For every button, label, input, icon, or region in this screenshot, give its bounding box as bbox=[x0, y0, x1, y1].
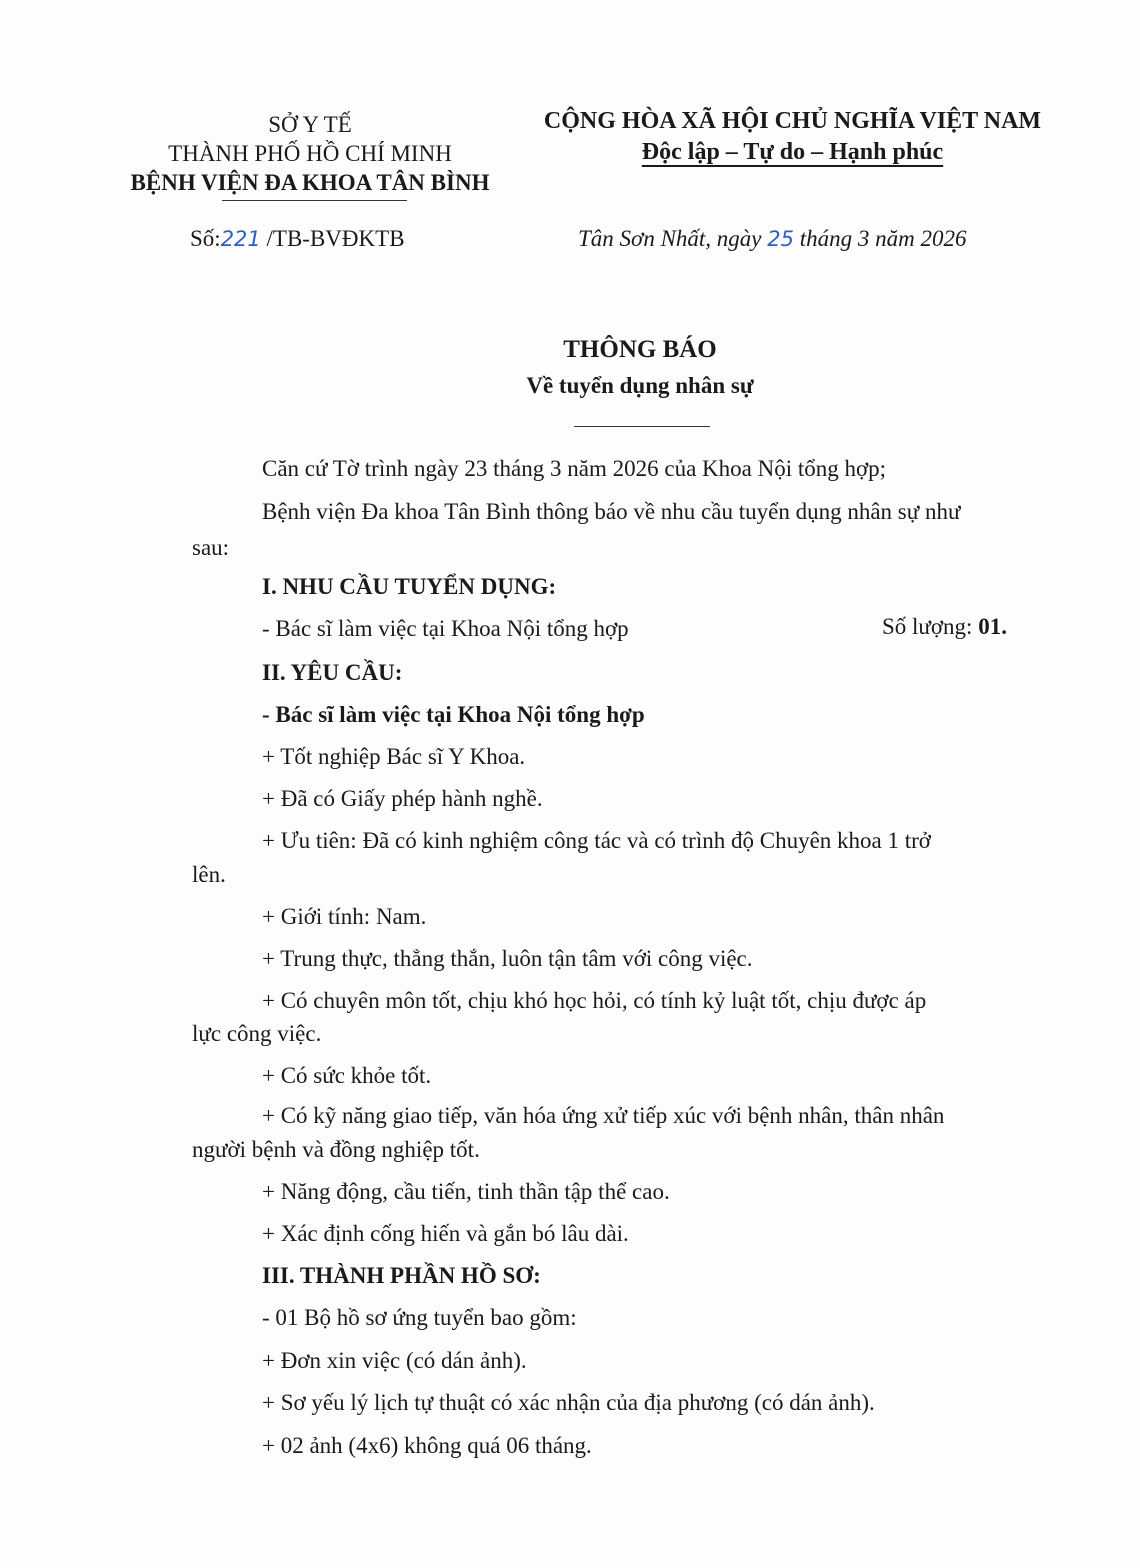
requirement-item-cont: người bệnh và đồng nghiệp tốt. bbox=[192, 1137, 480, 1162]
intro-paragraph-1: Căn cứ Tờ trình ngày 23 tháng 3 năm 2026 của Khoa Nội tổng hợp; bbox=[262, 456, 887, 481]
requirement-item: + Tốt nghiệp Bác sĩ Y Khoa. bbox=[262, 744, 526, 769]
requirement-item-cont: lên. bbox=[192, 862, 226, 887]
document-title: THÔNG BÁO bbox=[563, 336, 717, 363]
requirement-item: + Đã có Giấy phép hành nghề. bbox=[262, 786, 543, 811]
section-1-heading: I. NHU CẦU TUYỂN DỤNG: bbox=[262, 574, 557, 599]
dossier-item: - 01 Bộ hồ sơ ứng tuyển bao gồm: bbox=[262, 1305, 577, 1330]
national-header bbox=[520, 106, 1065, 168]
section-2-heading: II. YÊU CẦU: bbox=[262, 660, 403, 685]
handwritten-number: 221 bbox=[220, 227, 261, 251]
handwritten-day: 25 bbox=[767, 227, 794, 251]
document-date bbox=[578, 226, 967, 252]
date-prefix: Tân Sơn Nhất, ngày bbox=[578, 226, 768, 251]
dossier-item: + 02 ảnh (4x6) không quá 06 tháng. bbox=[262, 1433, 592, 1458]
national-motto: Độc lập – Tự do – Hạnh phúc bbox=[641, 139, 944, 165]
requirement-item: + Có chuyên môn tốt, chịu khó học hỏi, có tính kỷ luật tốt, chịu được áp bbox=[262, 988, 927, 1013]
agency-line-1: SỞ Y TẾ bbox=[268, 112, 352, 137]
divider bbox=[222, 200, 407, 201]
requirement-item: + Có sức khỏe tốt. bbox=[262, 1063, 432, 1088]
requirement-item: + Xác định cống hiến và gắn bó lâu dài. bbox=[262, 1221, 629, 1246]
agency-line-2: THÀNH PHỐ HỒ CHÍ MINH bbox=[168, 141, 452, 166]
national-title: CỘNG HÒA XÃ HỘI CHỦ NGHĨA VIỆT NAM bbox=[543, 108, 1042, 134]
intro-paragraph-2: Bệnh viện Đa khoa Tân Bình thông báo về nhu cầu tuyển dụng nhân sự như bbox=[262, 499, 961, 524]
section-1-quantity bbox=[882, 614, 1007, 640]
agency-line-3: BỆNH VIỆN ĐA KHOA TÂN BÌNH bbox=[130, 170, 490, 195]
date-suffix: tháng 3 năm 2026 bbox=[794, 226, 967, 251]
number-suffix: /TB-BVĐKTB bbox=[260, 226, 405, 251]
quantity-value: 01. bbox=[978, 614, 1007, 639]
requirement-item: + Giới tính: Nam. bbox=[262, 904, 427, 929]
dossier-item: + Sơ yếu lý lịch tự thuật có xác nhận của địa phương (có dán ảnh). bbox=[262, 1390, 875, 1415]
document-number bbox=[190, 226, 405, 252]
requirement-item: + Có kỹ năng giao tiếp, văn hóa ứng xử tiếp xúc với bệnh nhân, thân nhân bbox=[262, 1103, 945, 1128]
requirement-item: + Ưu tiên: Đã có kinh nghiệm công tác và có trình độ Chuyên khoa 1 trở bbox=[262, 828, 931, 853]
dossier-item: + Đơn xin việc (có dán ảnh). bbox=[262, 1348, 527, 1373]
intro-paragraph-2-cont: sau: bbox=[192, 535, 230, 560]
document-subtitle: Về tuyển dụng nhân sự bbox=[526, 373, 754, 398]
divider bbox=[574, 426, 710, 427]
requirement-item: + Trung thực, thẳng thắn, luôn tận tâm với công việc. bbox=[262, 946, 753, 971]
agency-header bbox=[105, 110, 515, 197]
number-prefix: Số: bbox=[190, 226, 221, 251]
section-2-subheading: - Bác sĩ làm việc tại Khoa Nội tổng hợp bbox=[262, 702, 645, 727]
section-3-heading: III. THÀNH PHẦN HỒ SƠ: bbox=[262, 1263, 541, 1288]
section-1-position: - Bác sĩ làm việc tại Khoa Nội tổng hợp bbox=[262, 616, 629, 641]
requirement-item-cont: lực công việc. bbox=[192, 1021, 322, 1046]
requirement-item: + Năng động, cầu tiến, tinh thần tập thể cao. bbox=[262, 1179, 670, 1204]
quantity-label: Số lượng: bbox=[882, 614, 979, 639]
